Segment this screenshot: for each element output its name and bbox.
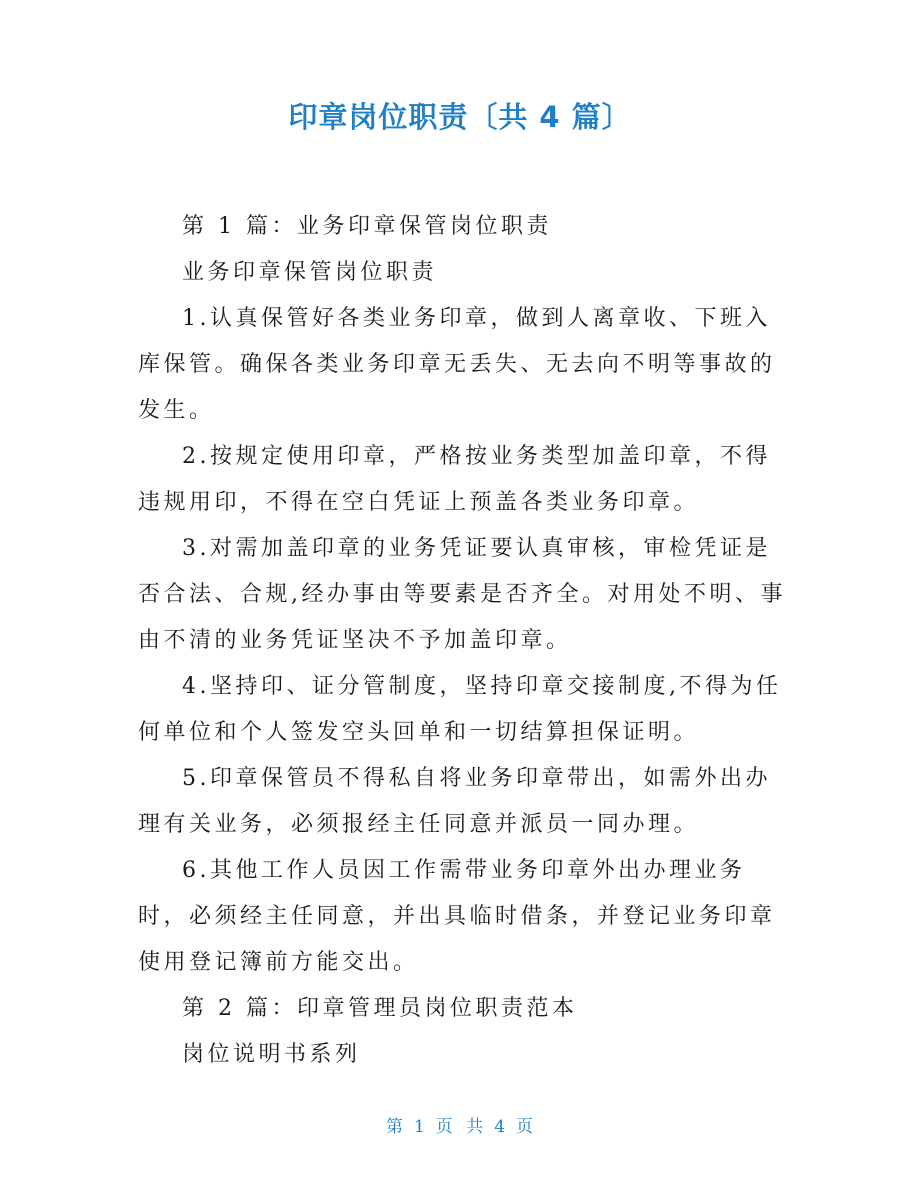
paragraph-section-1-heading: 第 1 篇：业务印章保管岗位职责 xyxy=(182,214,552,239)
footer-current-page: 1 xyxy=(413,1117,426,1137)
footer-total-pages: 4 xyxy=(494,1117,507,1137)
paragraph-item-6: 6.其他工作人员因工作需带业务印章外出办理业务时，必须经主任同意，并出具临时借条，并登记业务印章使用登记簿前方能交出。 xyxy=(138,858,776,975)
footer-middle: 页 共 xyxy=(435,1117,485,1137)
document-title: 印章岗位职责〔共 4 篇〕 xyxy=(288,100,632,134)
paragraph-section-2-heading: 第 2 篇：印章管理员岗位职责范本 xyxy=(182,996,578,1021)
paragraph-section-2-subtitle: 岗位说明书系列 xyxy=(182,1042,361,1067)
footer-prefix: 第 xyxy=(385,1117,404,1137)
paragraph-section-1-subtitle: 业务印章保管岗位职责 xyxy=(182,260,438,285)
page-footer xyxy=(0,1112,920,1137)
paragraph-item-1: 1.认真保管好各类业务印章，做到人离章收、下班入库保管。确保各类业务印章无丢失、无去向不明等事故的发生。 xyxy=(138,306,776,423)
paragraph-item-2: 2.按规定使用印章，严格按业务类型加盖印章，不得违规用印，不得在空白凭证上预盖各类业务印章。 xyxy=(138,444,771,515)
paragraph-item-5: 5.印章保管员不得私自将业务印章带出，如需外出办理有关业务，必须报经主任同意并派员一同办理。 xyxy=(138,766,771,837)
document-body xyxy=(138,204,788,1078)
paragraph-item-3: 3.对需加盖印章的业务凭证要认真审核，审检凭证是否合法、合规,经办事由等要素是否齐全。对用处不明、事由不清的业务凭证坚决不予加盖印章。 xyxy=(138,536,786,653)
footer-suffix: 页 xyxy=(516,1117,535,1137)
paragraph-item-4: 4.坚持印、证分管制度，坚持印章交接制度,不得为任何单位和个人签发空头回单和一切结算担保证明。 xyxy=(138,674,782,745)
